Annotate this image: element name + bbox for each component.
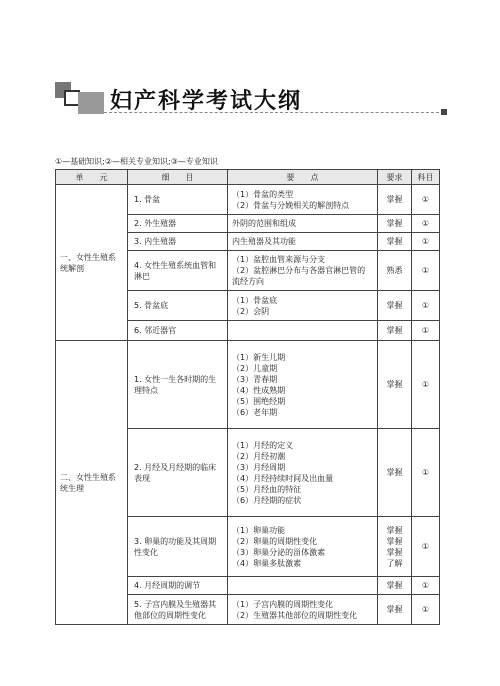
requirement-line: 掌握 bbox=[386, 468, 403, 477]
requirement-line: 掌握 bbox=[386, 605, 403, 614]
table-body bbox=[56, 185, 440, 625]
subject-cell: ① bbox=[412, 185, 440, 215]
point-line: （1）骨盆底 bbox=[232, 295, 278, 305]
syllabus-table bbox=[55, 169, 440, 625]
requirement-cell bbox=[378, 321, 412, 341]
requirement-cell bbox=[378, 233, 412, 251]
subject-cell: ① bbox=[412, 429, 440, 517]
point-line: （2）会阴 bbox=[232, 306, 270, 316]
subject-cell: ① bbox=[412, 251, 440, 291]
table-row bbox=[56, 341, 440, 429]
point-line: （6）月经期的症状 bbox=[232, 495, 302, 505]
requirement-cell bbox=[378, 341, 412, 429]
item-cell: 2. 外生殖器 bbox=[128, 215, 228, 233]
point-line: （1）新生儿期 bbox=[232, 352, 286, 362]
subject-cell: ① bbox=[412, 517, 440, 577]
point-line: （2）生殖器其他部位的周期性变化 bbox=[232, 610, 358, 620]
point-line: （5）围绝经期 bbox=[232, 396, 286, 406]
header-points: 要 点 bbox=[228, 170, 378, 185]
point-line: （4）性成熟期 bbox=[232, 385, 286, 395]
decor-square-gray bbox=[78, 92, 104, 114]
point-line: （4）月经持续时间及出血量 bbox=[232, 473, 334, 483]
point-line: （2）骨盆与分娩相关的解剖特点 bbox=[232, 200, 350, 210]
item-cell: 4. 女性生殖系统血管和淋巴 bbox=[128, 251, 228, 291]
table-header-row bbox=[56, 170, 440, 185]
point-line: （2）儿童期 bbox=[232, 363, 278, 373]
unit-cell: 一、女性生殖系统解剖 bbox=[56, 185, 128, 341]
requirement-line: 掌握 bbox=[386, 237, 403, 246]
point-line: （3）月经周期 bbox=[232, 462, 286, 472]
points-cell bbox=[228, 185, 378, 215]
points-cell bbox=[228, 233, 378, 251]
title-dotted-rule bbox=[104, 112, 444, 113]
item-cell: 5. 骨盆底 bbox=[128, 291, 228, 321]
requirement-cell bbox=[378, 517, 412, 577]
requirement-cell bbox=[378, 215, 412, 233]
requirement-line: 掌握 bbox=[386, 301, 403, 310]
header-unit: 单 元 bbox=[56, 170, 128, 185]
header-subject: 科目 bbox=[412, 170, 440, 185]
requirement-line: 掌握 bbox=[386, 380, 403, 389]
item-cell: 3. 内生殖器 bbox=[128, 233, 228, 251]
point-line: （1）骨盆的类型 bbox=[232, 189, 294, 199]
point-line: （1）子宫内膜的周期性变化 bbox=[232, 599, 334, 609]
requirement-line: 掌握 bbox=[386, 326, 403, 335]
points-cell bbox=[228, 341, 378, 429]
point-line: 内生殖器及其功能 bbox=[232, 237, 296, 246]
item-cell: 3. 卵巢的功能及其周期性变化 bbox=[128, 517, 228, 577]
points-cell bbox=[228, 429, 378, 517]
header-item: 细 目 bbox=[128, 170, 228, 185]
point-line: （1）盆腔血管来源与分支 bbox=[232, 255, 326, 264]
requirement-line: 掌握 bbox=[386, 581, 403, 590]
header-requirement: 要求 bbox=[378, 170, 412, 185]
subject-cell: ① bbox=[412, 233, 440, 251]
subject-cell: ① bbox=[412, 577, 440, 595]
point-line: 外阴的范围和组成 bbox=[232, 219, 296, 228]
item-cell: 4. 月经周期的调节 bbox=[128, 577, 228, 595]
point-line: （2）月经初潮 bbox=[232, 451, 286, 461]
points-cell bbox=[228, 291, 378, 321]
requirement-line: 掌握 bbox=[386, 219, 403, 228]
requirement-line: 掌握 bbox=[386, 525, 403, 535]
point-line: （3）卵巢分泌的甾体激素 bbox=[232, 547, 326, 557]
points-cell bbox=[228, 517, 378, 577]
item-cell: 6. 邻近器官 bbox=[128, 321, 228, 341]
unit-cell: 二、女性生殖系统生理 bbox=[56, 341, 128, 625]
points-cell bbox=[228, 595, 378, 625]
point-line: （1）月经的定义 bbox=[232, 440, 294, 450]
requirement-line: 掌握 bbox=[386, 195, 403, 204]
subject-cell: ① bbox=[412, 291, 440, 321]
subject-cell: ① bbox=[412, 215, 440, 233]
requirement-line: 掌握 bbox=[386, 547, 403, 557]
item-cell: 2. 月经及月经期的临床表现 bbox=[128, 429, 228, 517]
point-line: （4）卵巢多肽激素 bbox=[232, 558, 302, 568]
item-cell: 1. 骨盆 bbox=[128, 185, 228, 215]
requirement-cell bbox=[378, 185, 412, 215]
subject-cell: ① bbox=[412, 321, 440, 341]
page-header bbox=[0, 0, 500, 130]
requirement-line: 掌握 bbox=[386, 536, 403, 546]
requirement-line: 了解 bbox=[386, 558, 403, 568]
point-line: （2）卵巢的周期性变化 bbox=[232, 536, 318, 546]
point-line: （3）青春期 bbox=[232, 374, 278, 384]
point-line: （5）月经血的特征 bbox=[232, 484, 302, 494]
item-cell: 1. 女性一生各时期的生理特点 bbox=[128, 341, 228, 429]
points-cell bbox=[228, 577, 378, 595]
requirement-cell bbox=[378, 429, 412, 517]
subject-cell: ① bbox=[412, 341, 440, 429]
rule-end-square bbox=[441, 109, 447, 115]
points-cell bbox=[228, 215, 378, 233]
point-line: （6）老年期 bbox=[232, 407, 278, 417]
points-cell bbox=[228, 321, 378, 341]
requirement-line: 熟悉 bbox=[386, 266, 403, 275]
subject-legend: ①—基础知识;②—相关专业知识;③—专业知识 bbox=[55, 157, 218, 166]
subject-cell: ① bbox=[412, 595, 440, 625]
requirement-cell bbox=[378, 595, 412, 625]
point-line: （2）盆腔淋巴分布与各器官淋巴管的流经方向 bbox=[232, 266, 366, 286]
requirement-cell bbox=[378, 577, 412, 595]
table-row bbox=[56, 185, 440, 215]
requirement-cell bbox=[378, 291, 412, 321]
item-cell: 5. 子宫内膜及生殖器其他部位的周期性变化 bbox=[128, 595, 228, 625]
point-line: （1）卵巢功能 bbox=[232, 525, 286, 535]
points-cell bbox=[228, 251, 378, 291]
page-title: 妇产科学考试大纲 bbox=[110, 89, 303, 114]
requirement-cell bbox=[378, 251, 412, 291]
